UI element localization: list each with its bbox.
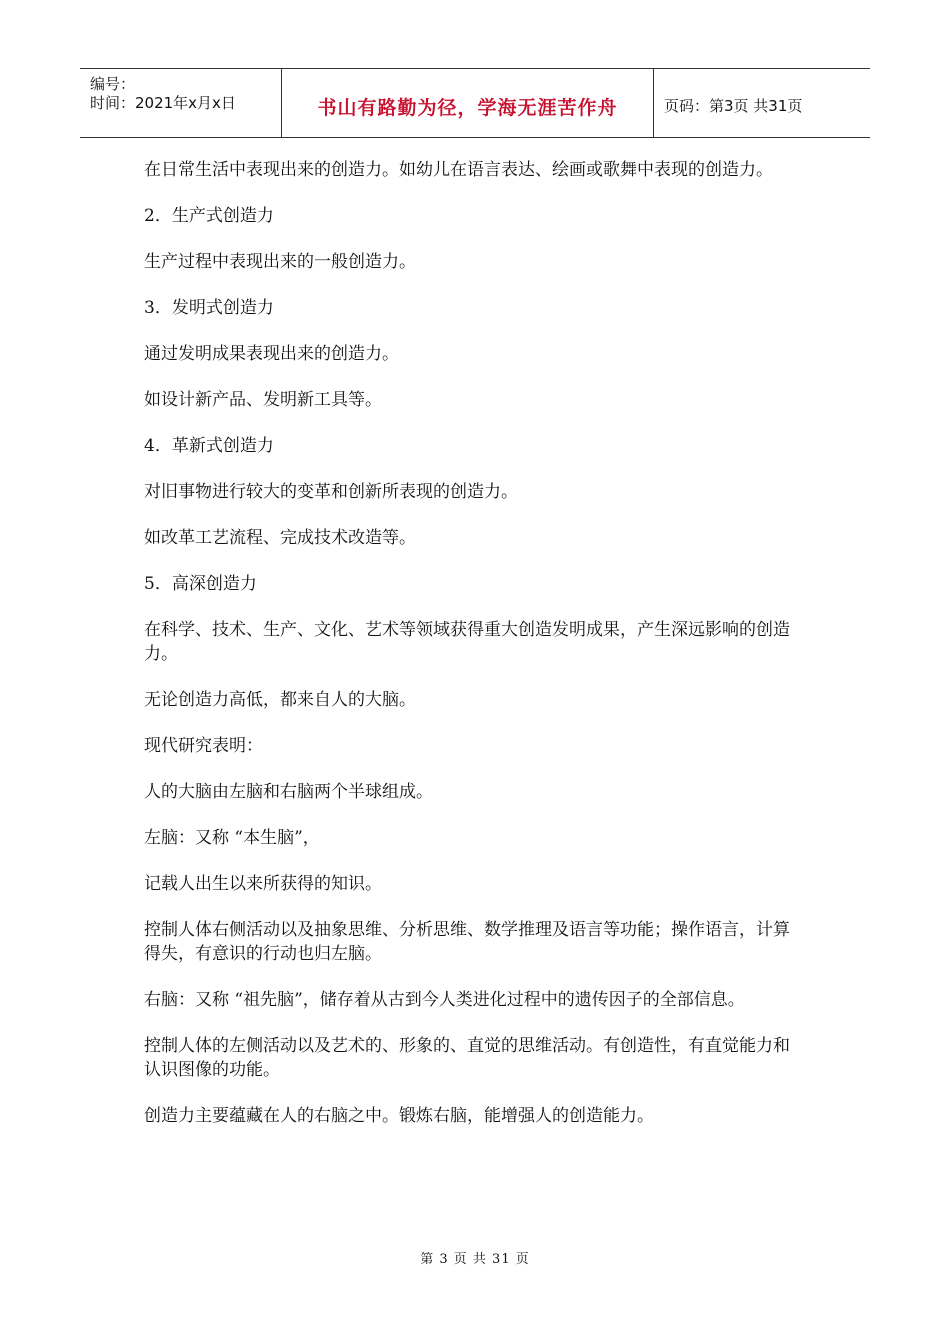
section-heading: 3．发明式创造力 — [144, 298, 274, 318]
paragraph: 记载人出生以来所获得的知识。 — [144, 874, 382, 894]
paragraph: 在日常生活中表现出来的创造力。如幼儿在语言表达、绘画或歌舞中表现的创造力。 — [144, 160, 773, 180]
paragraph: 无论创造力高低，都来自人的大脑。 — [144, 690, 416, 710]
header-page-cell — [654, 69, 870, 137]
paragraph: 在科学、技术、生产、文化、艺术等领域获得重大创造发明成果，产生深远影响的创造力。 — [144, 620, 790, 664]
paragraph: 控制人体的左侧活动以及艺术的、形象的、直觉的思维活动。有创造性，有直觉能力和认识图像的功能。 — [144, 1036, 790, 1080]
paragraph: 如设计新产品、发明新工具等。 — [144, 390, 382, 410]
paragraph: 左脑：又称 “本生脑”， — [144, 828, 320, 848]
paragraph: 生产过程中表现出来的一般创造力。 — [144, 252, 416, 272]
paragraph: 通过发明成果表现出来的创造力。 — [144, 344, 399, 364]
paragraph: 人的大脑由左脑和右脑两个半球组成。 — [144, 782, 433, 802]
document-date-label: 时间：2021年x月x日 — [90, 94, 236, 112]
header-motto: 书山有路勤为径，学海无涯苦作舟 — [317, 97, 618, 119]
paragraph: 现代研究表明： — [144, 736, 263, 756]
header-motto-cell — [282, 69, 654, 137]
header-page-info: 页码：第3页 共31页 — [664, 97, 803, 115]
paragraph: 对旧事物进行较大的变革和创新所表现的创造力。 — [144, 482, 518, 502]
paragraph: 创造力主要蕴藏在人的右脑之中。锻炼右脑，能增强人的创造能力。 — [144, 1106, 654, 1126]
header-info-cell — [80, 69, 282, 137]
document-body — [144, 158, 804, 1150]
paragraph: 如改革工艺流程、完成技术改造等。 — [144, 528, 416, 548]
page-footer: 第 3 页 共 31 页 — [420, 1252, 530, 1267]
paragraph: 控制人体右侧活动以及抽象思维、分析思维、数学推理及语言等功能；操作语言，计算得失，有意识的行动也归左脑。 — [144, 920, 790, 964]
section-heading: 5．高深创造力 — [144, 574, 257, 594]
section-heading: 2．生产式创造力 — [144, 206, 274, 226]
paragraph: 右脑：又称 “祖先脑”，储存着从古到今人类进化过程中的遗传因子的全部信息。 — [144, 990, 745, 1010]
document-number-label: 编号： — [90, 75, 136, 93]
section-heading: 4．革新式创造力 — [144, 436, 274, 456]
page-header — [80, 68, 870, 138]
